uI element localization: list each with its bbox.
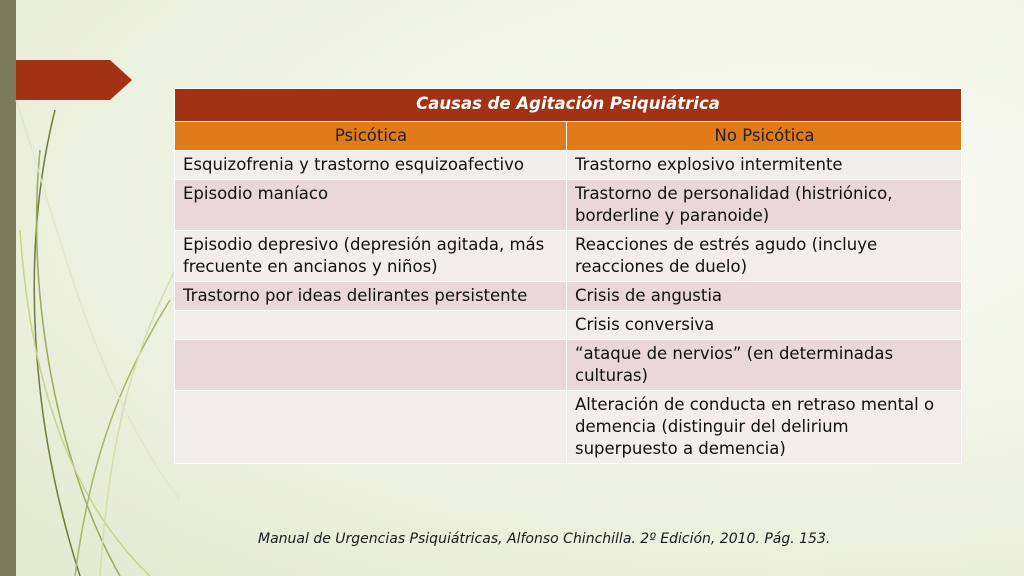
- column-header-no-psicotica: No Psicótica: [567, 122, 962, 151]
- table-row: [175, 391, 962, 464]
- table-row: [175, 311, 962, 340]
- table-title-row: [175, 89, 962, 122]
- table-row: [175, 282, 962, 311]
- table-cell: Crisis conversiva: [567, 311, 962, 340]
- decorative-curve: [20, 230, 150, 576]
- table-title: Causas de Agitación Psiquiátrica: [175, 89, 962, 122]
- table-cell: “ataque de nervios” (en determinadas culturas): [567, 340, 962, 391]
- causes-table: [174, 88, 962, 464]
- table-cell: Trastorno de personalidad (histriónico, borderline y paranoide): [567, 180, 962, 231]
- decorative-curve: [37, 150, 120, 576]
- decorative-curve: [100, 270, 175, 576]
- table-cell: Alteración de conducta en retraso mental o demencia (distinguir del delirium superpuesto a demencia): [567, 391, 962, 464]
- table-row: [175, 340, 962, 391]
- title-arrow-shape: [16, 60, 132, 100]
- table-cell: Reacciones de estrés agudo (incluye reacciones de duelo): [567, 231, 962, 282]
- table-cell: Episodio maníaco: [175, 180, 567, 231]
- table-cell: Crisis de angustia: [567, 282, 962, 311]
- table-cell: Trastorno explosivo intermitente: [567, 151, 962, 180]
- table-cell: [175, 311, 567, 340]
- table-row: [175, 180, 962, 231]
- column-header-psicotica: Psicótica: [175, 122, 567, 151]
- table-row: [175, 151, 962, 180]
- table-cell: Esquizofrenia y trastorno esquizoafectivo: [175, 151, 567, 180]
- table-cell: [175, 340, 567, 391]
- table-cell: Trastorno por ideas delirantes persistente: [175, 282, 567, 311]
- table-row: [175, 231, 962, 282]
- source-citation: Manual de Urgencias Psiquiátricas, Alfonso Chinchilla. 2º Edición, 2010. Pág. 153.: [258, 531, 831, 547]
- decorative-curve: [75, 300, 170, 576]
- table-header-row: [175, 122, 962, 151]
- table-cell: [175, 391, 567, 464]
- table-cell: Episodio depresivo (depresión agitada, más frecuente en ancianos y niños): [175, 231, 567, 282]
